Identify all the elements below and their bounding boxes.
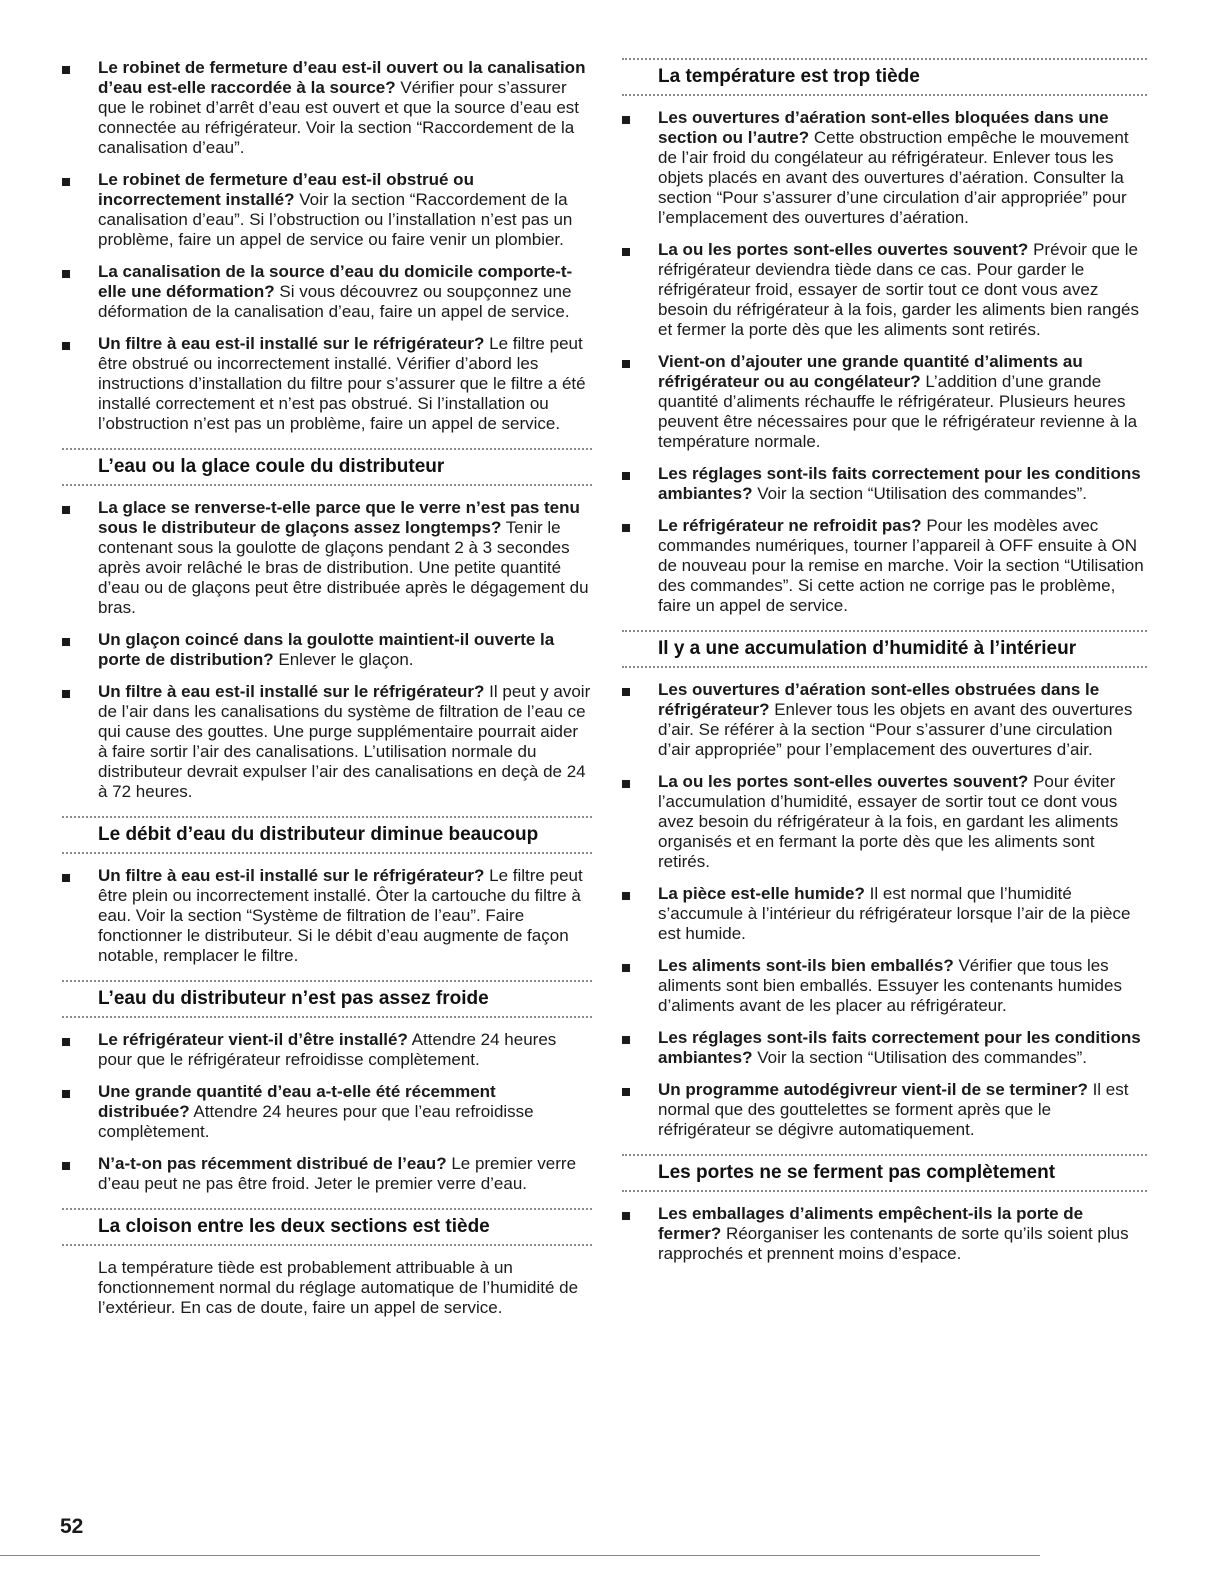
item-question: Les emballages d’aliments empêchent-ils la porte de fermer? (658, 1204, 1084, 1243)
bullet-icon (622, 1212, 630, 1220)
item-answer: Voir la section “Utilisation des commandes”. (757, 484, 1087, 503)
item-question: Le robinet de fermeture d’eau est-il obstrué ou incorrectement installé? (98, 170, 474, 209)
list-item (62, 630, 592, 670)
item-answer: Voir la section “Raccordement de la canalisation d’eau”. Si l’obstruction ou l’installation n’est pas un problème, faire un appel de service ou faire venir un plombier. (98, 190, 573, 249)
item-answer: Tenir le contenant sous la goulotte de glaçons pendant 2 à 3 secondes après avoir relâché le bras de distribution. Une petite quantité d’eau ou de glaçons peut être distribuée après le dégagement du bras. (98, 518, 589, 617)
item-answer: Cette obstruction empêche le mouvement de l’air froid du congélateur au réfrigérateur. Enlever tous les objets placés en avant des ouvertures d’aération. Consulter la section “Pour s’assurer d’une circulation d’air appropriée” pour l’emplacement des ouvertures d’aération. (658, 128, 1129, 227)
item-question: Une grande quantité d’eau a-t-elle été récemment distribuée? (98, 1082, 496, 1121)
item-question: Un filtre à eau est-il installé sur le réfrigérateur? (98, 682, 485, 701)
bullet-icon (622, 248, 630, 256)
list-item (622, 240, 1147, 340)
bullet-icon (622, 892, 630, 900)
list-item (622, 516, 1147, 616)
list-item (62, 1154, 592, 1194)
divider (622, 1190, 1147, 1192)
footer-divider (0, 1555, 1040, 1556)
divider (622, 94, 1147, 96)
item-question: Les aliments sont-ils bien emballés? (658, 956, 954, 975)
section-header (622, 58, 1147, 96)
list-item (62, 866, 592, 966)
list-item (622, 772, 1147, 872)
section-header (62, 980, 592, 1018)
divider (62, 484, 592, 486)
item-question: La pièce est-elle humide? (658, 884, 865, 903)
page-number: 52 (60, 1515, 84, 1538)
divider (62, 1016, 592, 1018)
bullet-icon (62, 270, 70, 278)
section-header (622, 1154, 1147, 1192)
left-column (62, 58, 592, 1330)
divider (62, 852, 592, 854)
bullet-icon (622, 1036, 630, 1044)
section-heading: Le débit d’eau du distributeur diminue beaucoup (98, 824, 539, 845)
list-item (622, 1028, 1147, 1068)
section-header (62, 1208, 592, 1246)
bullet-icon (622, 964, 630, 972)
list-item (62, 334, 592, 434)
item-question: La glace se renverse-t-elle parce que le verre n’est pas tenu sous le distributeur de glaçons assez longtemps? (98, 498, 580, 537)
item-question: Les réglages sont-ils faits correctement pour les conditions ambiantes? (658, 464, 1141, 503)
list-item (622, 108, 1147, 228)
list-item (622, 680, 1147, 760)
section-heading: Il y a une accumulation d’humidité à l’intérieur (658, 638, 1077, 659)
item-question: Un programme autodégivreur vient-il de se terminer? (658, 1080, 1088, 1099)
section-heading: L’eau ou la glace coule du distributeur (98, 456, 445, 477)
item-answer: Vérifier pour s’assurer que le robinet d’arrêt d’eau est ouvert et que la source d’eau est connectée au réfrigérateur. Voir la section “Raccordement de la canalisation d’eau”. (98, 78, 580, 157)
bullet-icon (622, 524, 630, 532)
item-question: Les réglages sont-ils faits correctement pour les conditions ambiantes? (658, 1028, 1141, 1067)
item-answer: Réorganiser les contenants de sorte qu’ils soient plus rapprochés et prennent moins d’espace. (658, 1224, 1129, 1263)
divider (622, 666, 1147, 668)
bullet-icon (62, 342, 70, 350)
item-answer: Prévoir que le réfrigérateur deviendra tiède dans ce cas. Pour garder le réfrigérateur froid, essayer de sortir tout ce dont vous avez besoin du réfrigérateur à la fois, garder les aliments bien rangés et fermer la porte dès que les aliments sont retirés. (658, 240, 1139, 339)
section-header (62, 816, 592, 854)
list-item (62, 58, 592, 158)
section-heading: L’eau du distributeur n’est pas assez froide (98, 988, 489, 1009)
list-item (622, 464, 1147, 504)
item-question: Un glaçon coincé dans la goulotte maintient-il ouverte la porte de distribution? (98, 630, 555, 669)
bullet-icon (62, 66, 70, 74)
item-question: Le robinet de fermeture d’eau est-il ouvert ou la canalisation d’eau est-elle raccordée à la source? (98, 58, 586, 97)
item-answer: Attendre 24 heures pour que le réfrigérateur refroidisse complètement. (98, 1030, 557, 1069)
item-question: Un filtre à eau est-il installé sur le réfrigérateur? (98, 334, 485, 353)
item-answer: Pour éviter l’accumulation d’humidité, essayer de sortir tout ce dont vous avez besoin du réfrigérateur à la fois, en gardant les aliments organisés et en fermant la porte dès que les aliments sont retirés. (658, 772, 1119, 871)
section-heading: La température est trop tiède (658, 66, 920, 87)
item-answer: Voir la section “Utilisation des commandes”. (757, 1048, 1087, 1067)
item-answer: Le filtre peut être obstrué ou incorrectement installé. Vérifier d’abord les instructions d’installation du filtre pour s’assurer que le filtre a été installé correctement et n’est pas obstrué. Si l’installation ou l’obstruction n’est pas un problème, faire un appel de service. (98, 334, 586, 433)
bullet-icon (62, 1038, 70, 1046)
list-item (622, 1204, 1147, 1264)
item-answer: Le premier verre d’eau peut ne pas être froid. Jeter le premier verre d’eau. (98, 1154, 577, 1193)
bullet-icon (62, 638, 70, 646)
item-answer: Il est normal que l’humidité s’accumule à l’intérieur du réfrigérateur lorsque l’air de la pièce est humide. (658, 884, 1131, 943)
list-item (622, 1080, 1147, 1140)
bullet-icon (62, 1090, 70, 1098)
item-question: Un filtre à eau est-il installé sur le réfrigérateur? (98, 866, 485, 885)
bullet-icon (622, 116, 630, 124)
list-item (622, 956, 1147, 1016)
list-item (62, 170, 592, 250)
section-heading: Les portes ne se ferment pas complètement (658, 1162, 1056, 1183)
body-paragraph: La température tiède est probablement attribuable à un fonctionnement normal du réglage automatique de l’humidité de l’extérieur. En cas de doute, faire un appel de service. (98, 1258, 579, 1317)
section-heading: La cloison entre les deux sections est tiède (98, 1216, 490, 1237)
bullet-icon (622, 780, 630, 788)
bullet-icon (62, 1162, 70, 1170)
list-item (622, 352, 1147, 452)
bullet-icon (622, 688, 630, 696)
list-item (62, 262, 592, 322)
bullet-icon (622, 1088, 630, 1096)
list-item (62, 1030, 592, 1070)
list-item (62, 498, 592, 618)
bullet-icon (62, 506, 70, 514)
item-question: Vient-on d’ajouter une grande quantité d’aliments au réfrigérateur ou au congélateur? (658, 352, 1083, 391)
list-item (62, 682, 592, 802)
item-question: N’a-t-on pas récemment distribué de l’eau? (98, 1154, 447, 1173)
item-answer: Pour les modèles avec commandes numériques, tourner l’appareil à OFF ensuite à ON de nouveau pour la remise en marche. Voir la section “Utilisation des commandes”. Si cette action ne corrige pas le problème, faire un appel de service. (658, 516, 1144, 615)
item-question: Les ouvertures d’aération sont-elles bloquées dans une section ou l’autre? (658, 108, 1109, 147)
item-question: Les ouvertures d’aération sont-elles obstruées dans le réfrigérateur? (658, 680, 1100, 719)
item-answer: Enlever tous les objets en avant des ouvertures d’air. Se référer à la section “Pour s’assurer d’une circulation d’air appropriée” pour l’emplacement des ouvertures d’air. (658, 700, 1133, 759)
list-item (622, 884, 1147, 944)
item-question: La ou les portes sont-elles ouvertes souvent? (658, 772, 1029, 791)
bullet-icon (622, 472, 630, 480)
item-answer: Le filtre peut être plein ou incorrectement installé. Ôter la cartouche du filtre à eau. Voir la section “Système de filtration de l’eau”. Faire fonctionner le distributeur. Si le débit d’eau augmente de façon notable, remplacer le filtre. (98, 866, 583, 965)
right-column (622, 58, 1147, 1276)
item-question: La ou les portes sont-elles ouvertes souvent? (658, 240, 1029, 259)
bullet-icon (622, 360, 630, 368)
section-header (622, 630, 1147, 668)
bullet-icon (62, 690, 70, 698)
item-question: Le réfrigérateur ne refroidit pas? (658, 516, 922, 535)
item-answer: L’addition d’une grande quantité d’aliments réchauffe le réfrigérateur. Plusieurs heures peuvent être nécessaires pour que le réfrigérateur revienne à la température normale. (658, 372, 1138, 451)
item-answer: Il peut y avoir de l’air dans les canalisations du système de filtration de l’eau ce qui cause des gouttes. Une purge supplémentaire pourrait aider à faire sortir l’air des canalisations. L’utilisation normale du distributeur devrait expulser l’air des canalisations en deçà de 24 à 72 heures. (98, 682, 591, 801)
divider (62, 1244, 592, 1246)
item-answer: Il est normal que des gouttelettes se forment après que le réfrigérateur se dégivre automatiquement. (658, 1080, 1129, 1139)
item-answer: Si vous découvrez ou soupçonnez une déformation de la canalisation d’eau, faire un appel de service. (98, 282, 572, 321)
item-question: La canalisation de la source d’eau du domicile comporte-t-elle une déformation? (98, 262, 573, 301)
item-answer: Vérifier que tous les aliments sont bien emballés. Essuyer les contenants humides d’aliments avant de les placer au réfrigérateur. (658, 956, 1122, 1015)
item-answer: Attendre 24 heures pour que l’eau refroidisse complètement. (98, 1102, 534, 1141)
bullet-icon (62, 178, 70, 186)
section-header (62, 448, 592, 486)
list-item (62, 1082, 592, 1142)
item-question: Le réfrigérateur vient-il d’être installé? (98, 1030, 408, 1049)
item-answer: Enlever le glaçon. (278, 650, 414, 669)
bullet-icon (62, 874, 70, 882)
